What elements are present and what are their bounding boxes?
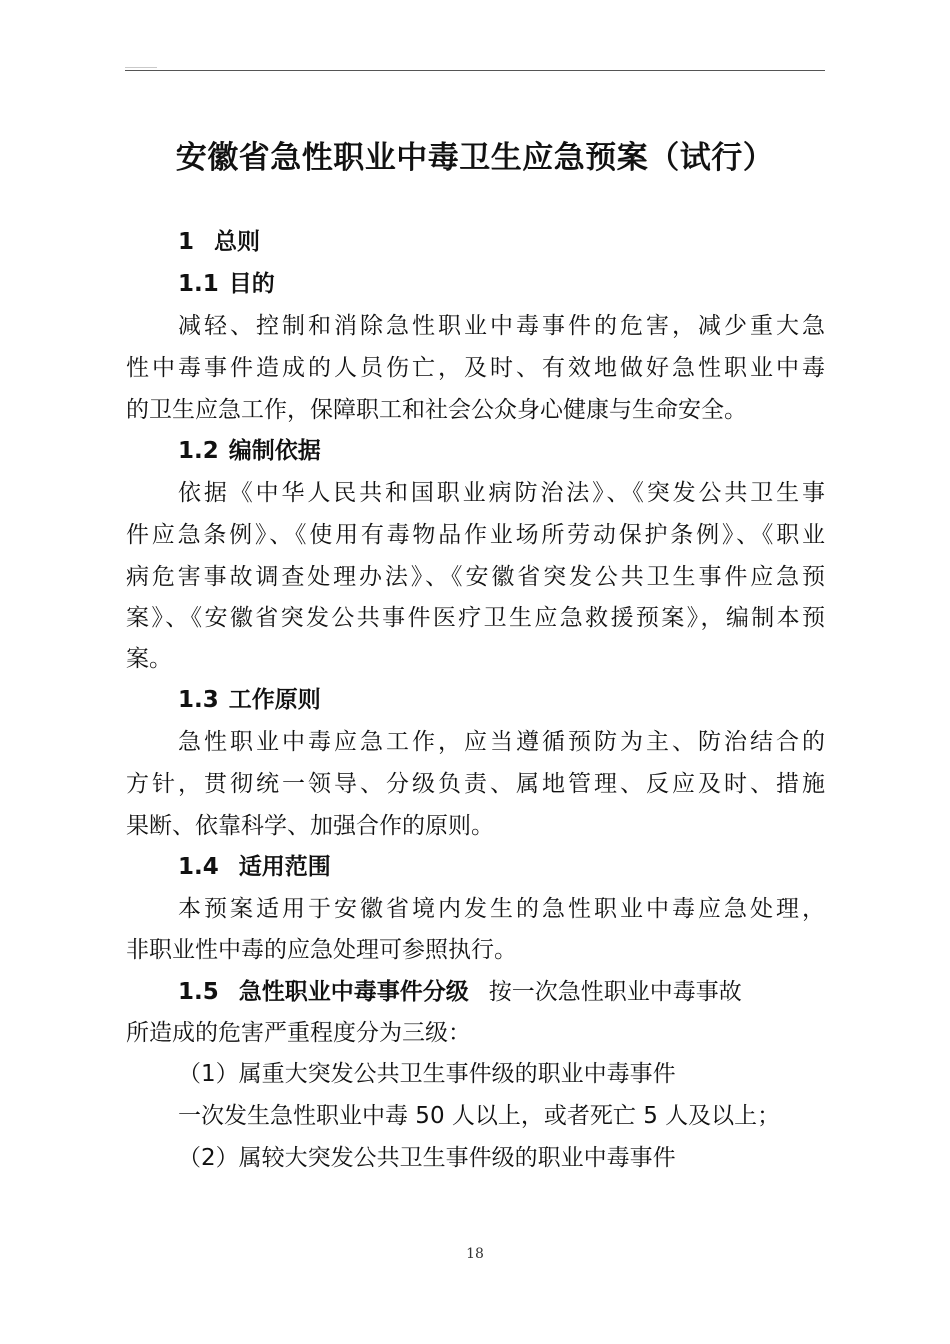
section-heading-1 bbox=[178, 221, 260, 263]
paragraph-line: 减轻、控制和消除急性职业中毒事件的危害，减少重大急 bbox=[178, 313, 825, 339]
section-number: 1.2 bbox=[178, 438, 219, 464]
section-number: 1.3 bbox=[178, 687, 219, 713]
paragraph-line: 非职业性中毒的应急处理可参照执行。 bbox=[126, 937, 517, 963]
paragraph-line: 方针，贯彻统一领导、分级负责、属地管理、反应及时、措施 bbox=[126, 771, 825, 797]
document-title: 安徽省急性职业中毒卫生应急预案（试行） bbox=[175, 140, 775, 176]
header-mark bbox=[125, 67, 157, 68]
section-heading-1-1 bbox=[178, 263, 275, 305]
section-heading-1-2 bbox=[178, 430, 321, 472]
paragraph-line: 一次发生急性职业中毒 50 人以上，或者死亡 5 人及以上； bbox=[178, 1103, 781, 1129]
paragraph-line: 性中毒事件造成的人员伤亡，及时、有效地做好急性职业中毒 bbox=[126, 355, 825, 381]
section-number: 1.5 bbox=[178, 979, 219, 1005]
section-heading-1-3 bbox=[178, 679, 321, 721]
paragraph-line: 病危害事故调查处理办法》、《安徽省突发公共卫生事件应急预 bbox=[126, 564, 825, 590]
page-number: 18 bbox=[466, 1246, 484, 1262]
section-title: 适用范围 bbox=[238, 854, 331, 880]
paragraph-line: 案》、《安徽省突发公共事件医疗卫生应急救援预案》，编制本预 bbox=[126, 605, 825, 631]
section-number: 1.4 bbox=[178, 854, 219, 880]
paragraph-line: 果断、依靠科学、加强合作的原则。 bbox=[126, 813, 494, 839]
paragraph-line: 所造成的危害严重程度分为三级： bbox=[126, 1020, 471, 1046]
section-title: 急性职业中毒事件分级 bbox=[238, 979, 469, 1005]
paragraph-line: 急性职业中毒应急工作，应当遵循预防为主、防治结合的 bbox=[178, 729, 825, 755]
section-title: 编制依据 bbox=[228, 438, 321, 464]
paragraph-line: 依据《中华人民共和国职业病防治法》、《突发公共卫生事 bbox=[178, 480, 825, 506]
section-title: 目的 bbox=[228, 271, 275, 297]
section-heading-1-5 bbox=[178, 971, 825, 1013]
header-rule bbox=[125, 70, 825, 71]
paragraph-line: 本预案适用于安徽省境内发生的急性职业中毒应急处理， bbox=[178, 896, 825, 922]
list-item: （1）属重大突发公共卫生事件级的职业中毒事件 bbox=[178, 1061, 676, 1087]
section-number: 1.1 bbox=[178, 271, 219, 297]
paragraph-line: 案。 bbox=[126, 646, 172, 672]
list-item: （2）属较大突发公共卫生事件级的职业中毒事件 bbox=[178, 1145, 676, 1171]
paragraph-line: 的卫生应急工作，保障职工和社会公众身心健康与生命安全。 bbox=[126, 397, 747, 423]
section-number: 1 bbox=[178, 229, 195, 255]
section-heading-1-4 bbox=[178, 846, 331, 888]
section-title: 总则 bbox=[214, 229, 261, 255]
section-title: 工作原则 bbox=[228, 687, 321, 713]
paragraph-line: 件应急条例》、《使用有毒物品作业场所劳动保护条例》、《职业 bbox=[126, 522, 825, 548]
paragraph-inline-text: 按一次急性职业中毒事故 bbox=[488, 979, 742, 1005]
